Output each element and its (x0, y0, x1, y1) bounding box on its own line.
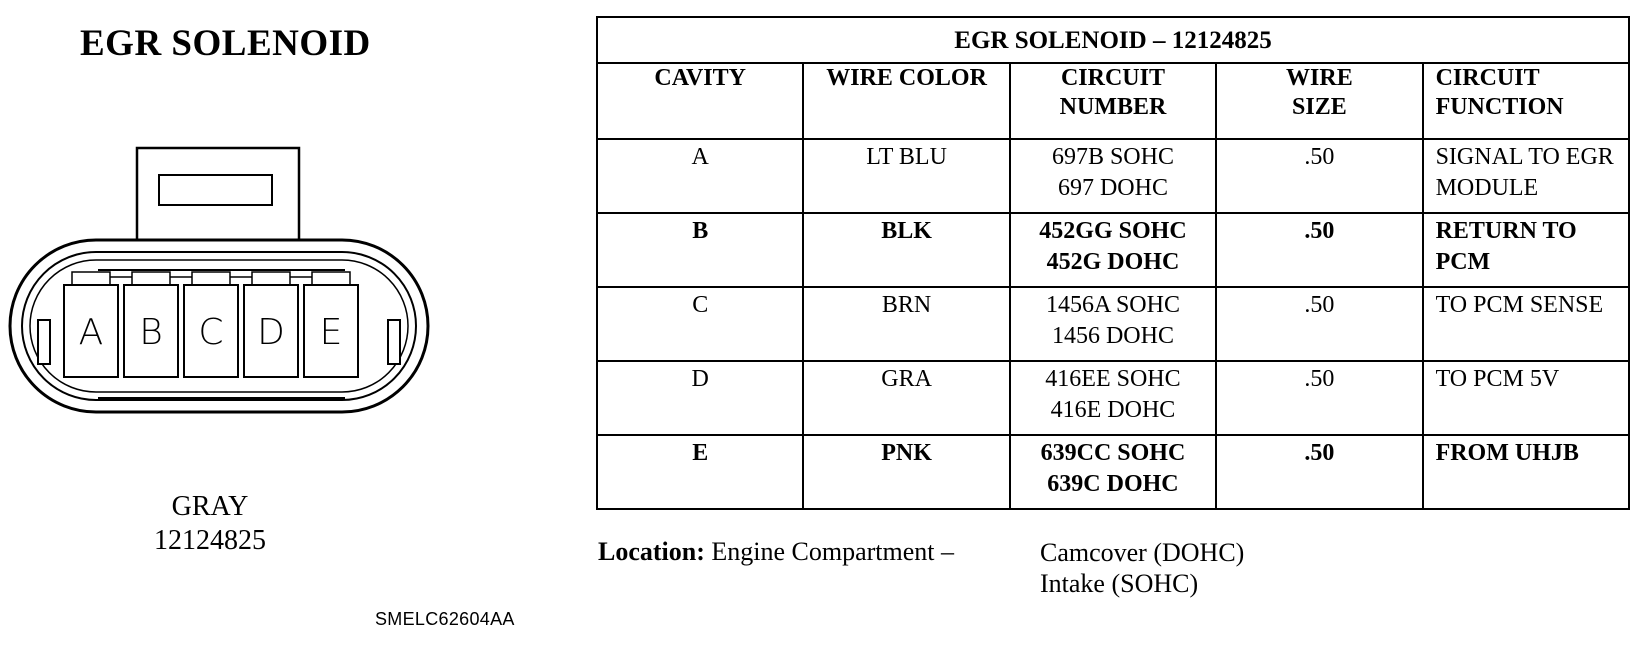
location-label: Location: (598, 537, 705, 566)
location-text: Engine Compartment – (711, 537, 955, 566)
cell-wire-color: BRN (803, 287, 1009, 361)
header-circuit-number-line1: CIRCUIT (1060, 65, 1165, 91)
location-value-sohc: Intake (SOHC) (1040, 569, 1199, 598)
cell-wire-size: .50 (1216, 435, 1422, 509)
cell-circuit-number (1010, 213, 1216, 287)
cell-function-line1: FROM UHJB (1435, 440, 1579, 466)
cell-circuit-dohc: 639C DOHC (1047, 471, 1179, 497)
cavity-rail (252, 272, 290, 285)
cell-cavity: E (597, 435, 803, 509)
cell-circuit-sohc: 416EE SOHC (1045, 366, 1181, 392)
cell-circuit-dohc: 416E DOHC (1050, 397, 1176, 423)
header-circuit-function: CIRCUIT FUNCTION (1423, 63, 1629, 139)
cavity-label-d: D (257, 312, 285, 353)
cell-circuit-number (1010, 435, 1216, 509)
connector-color-label (140, 490, 280, 558)
cell-circuit-function (1423, 435, 1629, 509)
cell-circuit-number (1010, 361, 1216, 435)
location-values (1040, 537, 1244, 599)
cell-wire-size: .50 (1216, 287, 1422, 361)
cell-function-line1: TO PCM SENSE (1435, 292, 1604, 318)
cell-cavity: C (597, 287, 803, 361)
cell-wire-color: PNK (803, 435, 1009, 509)
header-wire-size-line1: WIRE (1286, 65, 1353, 91)
connector-lock-window (159, 175, 272, 205)
location-value-dohc: Camcover (DOHC) (1040, 538, 1245, 567)
cell-function-line2: MODULE (1435, 175, 1539, 201)
table-caption: EGR SOLENOID – 12124825 (597, 17, 1629, 63)
cell-wire-color: LT BLU (803, 139, 1009, 213)
cell-circuit-sohc: 697B SOHC (1051, 144, 1174, 170)
cell-circuit-function (1423, 213, 1629, 287)
table-row (597, 435, 1629, 509)
header-cavity: CAVITY (597, 63, 803, 139)
cell-function-line1: SIGNAL TO EGR (1435, 144, 1614, 170)
connector-part-number: 12124825 (154, 525, 266, 556)
cavity-rail (72, 272, 110, 285)
header-wire-size (1216, 63, 1422, 139)
cavity-label-b: B (139, 312, 163, 353)
cell-circuit-function (1423, 361, 1629, 435)
table-row (597, 361, 1629, 435)
cell-circuit-sohc: 639CC SOHC (1040, 440, 1186, 466)
cell-cavity: D (597, 361, 803, 435)
cell-wire-size: .50 (1216, 361, 1422, 435)
cell-wire-color: GRA (803, 361, 1009, 435)
table-row (597, 287, 1629, 361)
cell-wire-color: BLK (803, 213, 1009, 287)
header-wire-size-line2: SIZE (1292, 94, 1347, 120)
cavity-label-c: C (198, 312, 224, 353)
cavity-rail (192, 272, 230, 285)
cell-circuit-function (1423, 287, 1629, 361)
cell-wire-size: .50 (1216, 139, 1422, 213)
cell-circuit-sohc: 452GG SOHC (1039, 218, 1187, 244)
cell-circuit-sohc: 1456A SOHC (1045, 292, 1180, 318)
cavity-rail (132, 272, 170, 285)
header-circuit-number-line2: NUMBER (1059, 94, 1167, 120)
cell-circuit-number (1010, 139, 1216, 213)
cell-function-line1: TO PCM 5V (1435, 366, 1560, 392)
cell-circuit-number (1010, 287, 1216, 361)
header-wire-color: WIRE COLOR (803, 63, 1009, 139)
cell-cavity: A (597, 139, 803, 213)
connector-drawing (0, 0, 440, 480)
connector-color: GRAY (171, 491, 249, 522)
location-line (598, 537, 954, 567)
cell-wire-size: .50 (1216, 213, 1422, 287)
connector-cavities (64, 272, 358, 377)
cell-cavity: B (597, 213, 803, 287)
connector-key-right (388, 320, 400, 364)
cavity-label-a: A (78, 312, 104, 353)
cell-circuit-dohc: 452G DOHC (1046, 249, 1180, 275)
table-row (597, 139, 1629, 213)
table-row (597, 213, 1629, 287)
cell-circuit-function (1423, 139, 1629, 213)
cavity-label-e: E (319, 312, 343, 353)
cell-function-line1: RETURN TO PCM (1435, 218, 1577, 275)
diagram-title: EGR SOLENOID (80, 23, 371, 64)
connector-key-left (38, 320, 50, 364)
cell-circuit-dohc: 1456 DOHC (1051, 323, 1174, 349)
cavity-rail (312, 272, 350, 285)
drawing-id: SMELC62604AA (375, 609, 515, 629)
cell-circuit-dohc: 697 DOHC (1057, 175, 1168, 201)
pinout-table (596, 16, 1630, 510)
header-circuit-number (1010, 63, 1216, 139)
